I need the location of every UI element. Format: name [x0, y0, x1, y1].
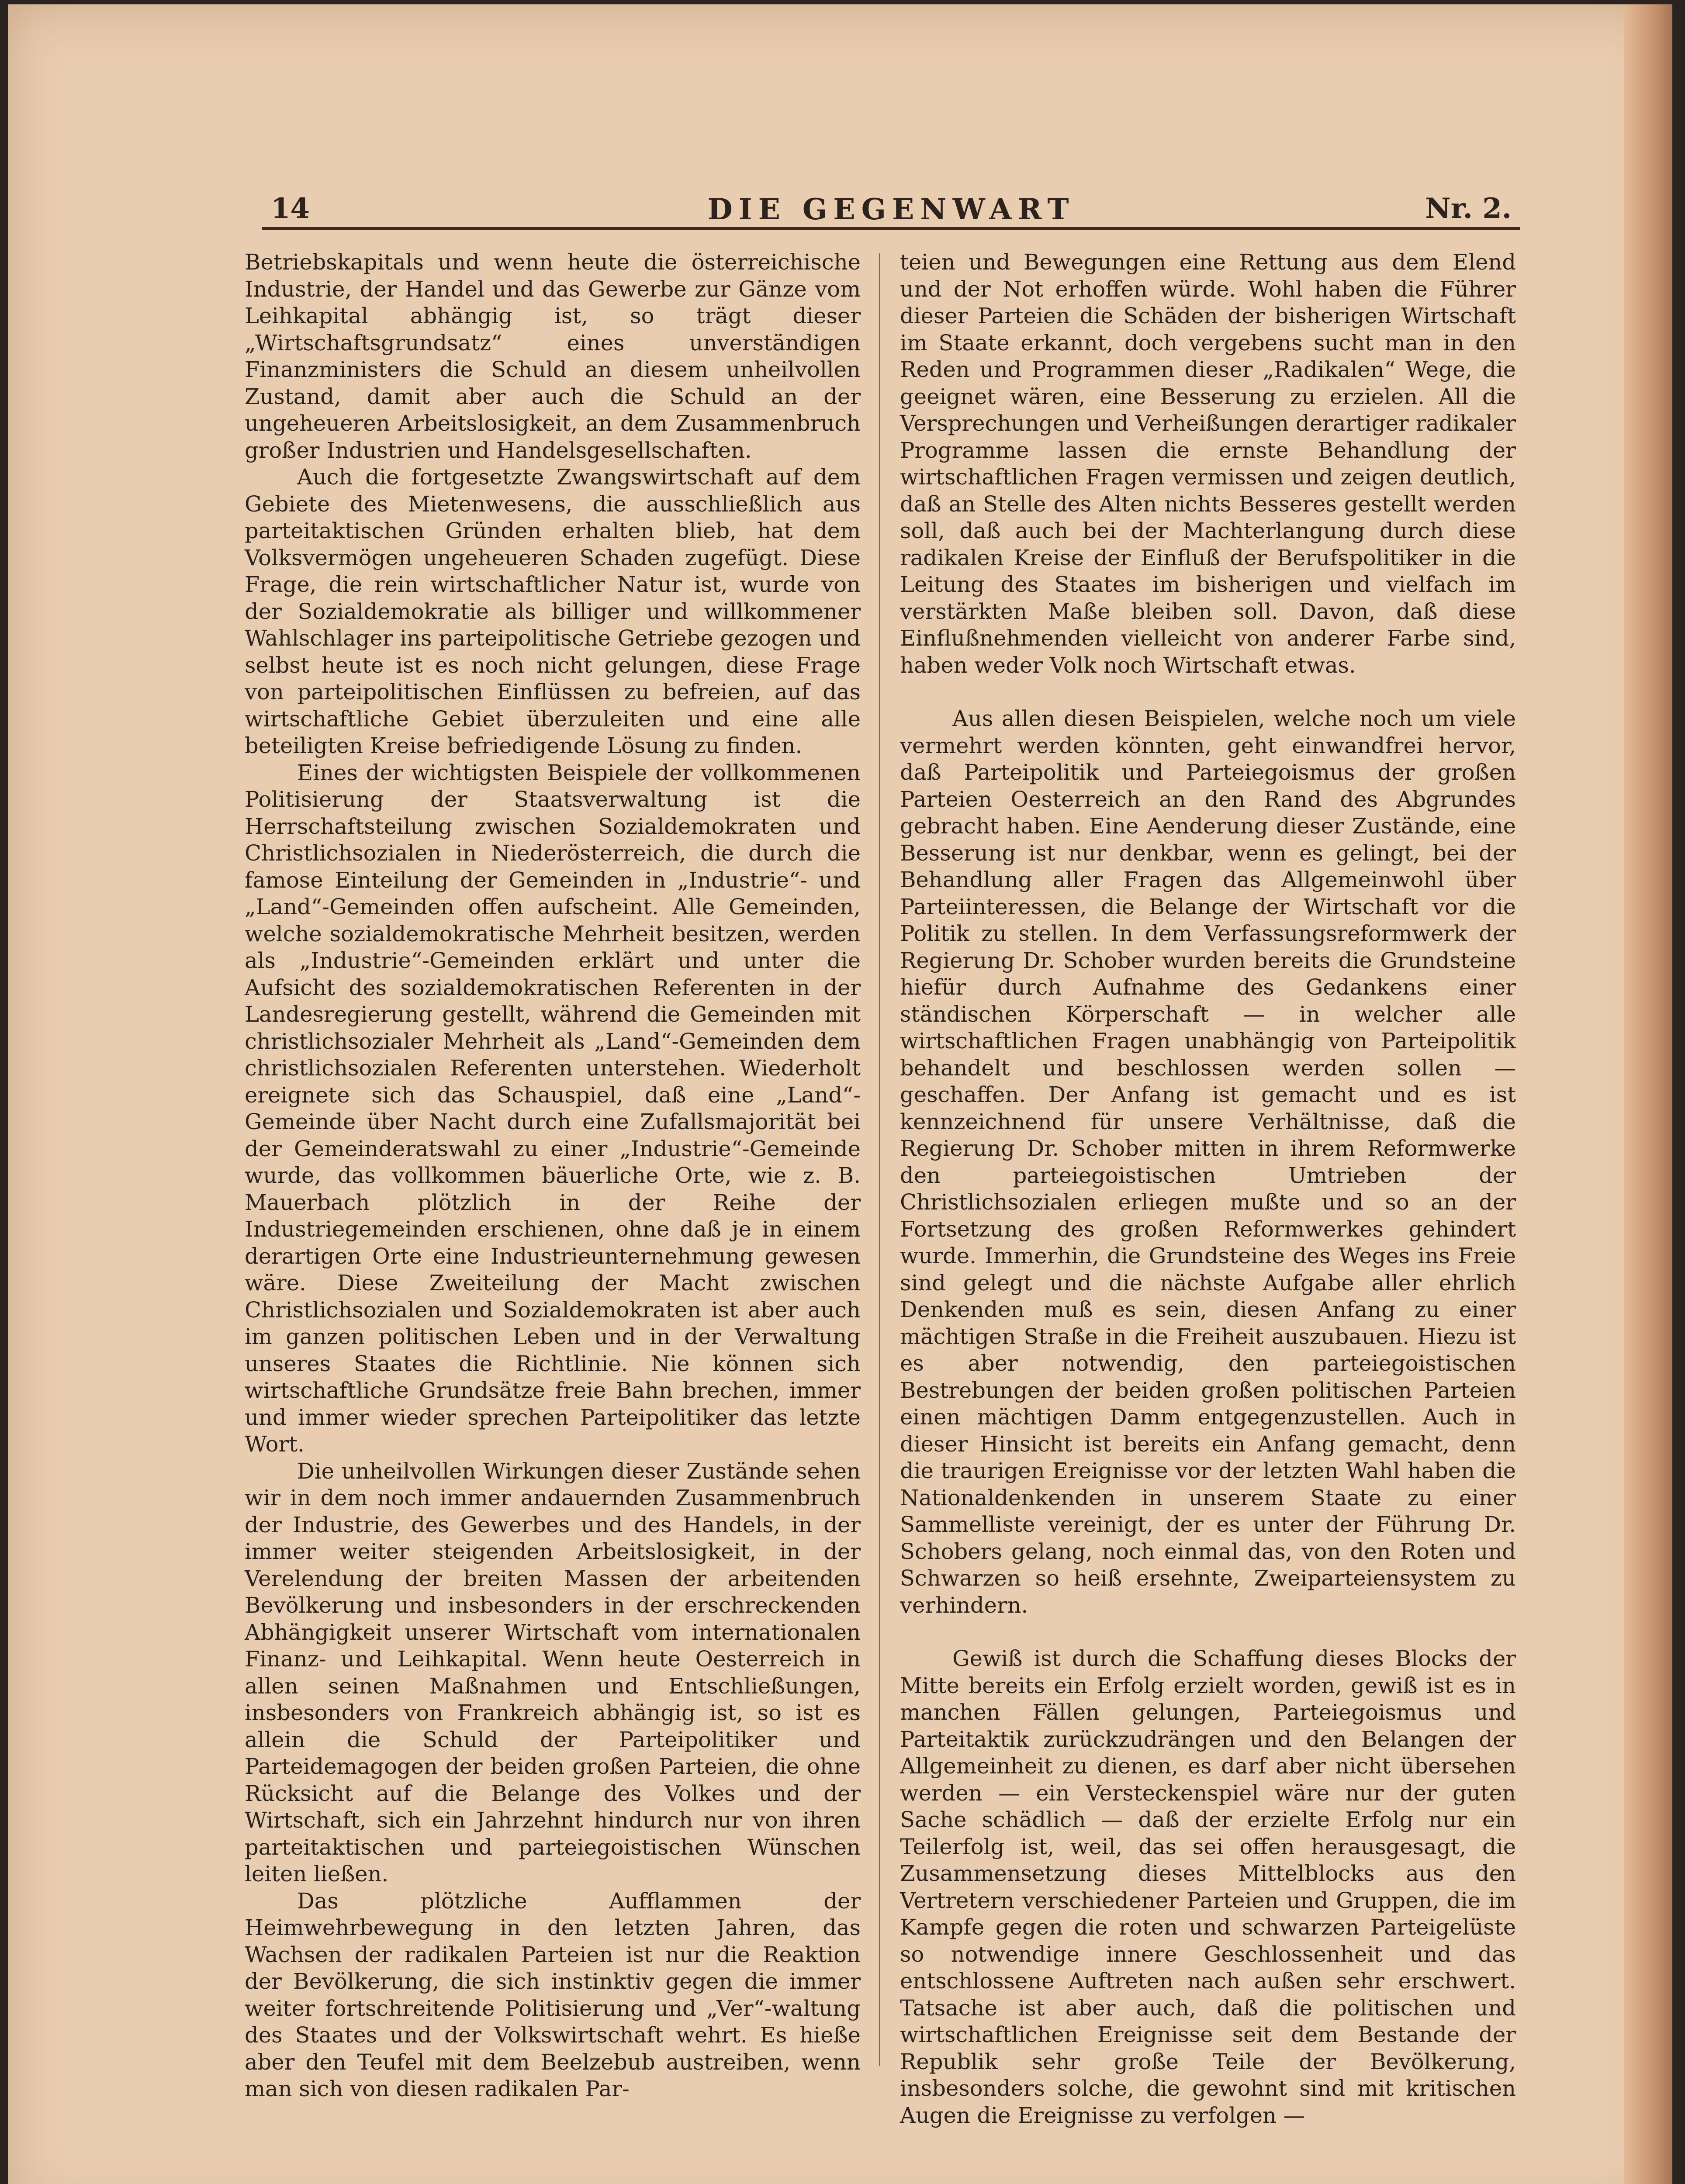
- paragraph: Aus allen diesen Beispielen, welche noch um viele vermehrt werden könnten, geht einwandfrei hervor, daß Parteipolitik und Parteiegoismus der großen Parteien Oesterreich an den Rand des Abgrundes gebracht haben. Eine Aenderung dieser Zustände, eine Besserung ist nur denkbar, wenn es gelingt, bei der Behandlung aller Fragen das Allgemeinwohl über Parteiinteressen, die Belange der Wirtschaft vor die Politik zu stellen. In dem Verfassungsreformwerk der Regierung Dr. Schober wurden bereits die Grundsteine hiefür durch Aufnahme des Gedankens einer ständischen Körperschaft — in welcher alle wirtschaftlichen Fragen unabhängig von Parteipolitik behandelt und beschlossen werden sollen — geschaffen. Der Anfang ist gemacht und es ist kennzeichnend für unsere Verhältnisse, daß die Regierung Dr. Schober mitten in ihrem Reformwerke den parteiegoistischen Umtrieben der Christlichsozialen erliegen mußte und so an der Fortsetzung des großen Reformwerkes gehindert wurde. Immerhin, die Grundsteine des Weges ins Freie sind gelegt und die nächste Aufgabe aller ehrlich Denkenden muß es sein, diesen Anfang zu einer mächtigen Straße in die Freiheit auszubauen. Hiezu ist es aber notwendig, den parteiegoistischen Bestrebungen der beiden großen politischen Parteien einen mächtigen Damm entgegenzustellen. Auch in dieser Hinsicht ist bereits ein Anfang gemacht, denn die traurigen Ereignisse vor der letzten Wahl haben die Nationaldenkenden in unserem Staate zu einer Sammelliste vereinigt, der es unter der Führung Dr. Schobers gelang, noch einmal das, von den Roten und Schwarzen so heiß ersehnte, Zweiparteiensystem zu verhindern.: [900, 706, 1516, 1618]
- paragraph: Das plötzliche Aufflammen der Heimwehrbewegung in den letzten Jahren, das Wachsen der radikalen Parteien ist nur die Reaktion der Bevölkerung, die sich instinktiv gegen die immer weiter fortschreitende Politisierung und „Ver“-waltung des Staates und der Volkswirtschaft wehrt. Es hieße aber den Teufel mit dem Beelzebub austreiben, wenn man sich von diesen radikalen Par-: [245, 1888, 861, 2101]
- page-number: 14: [271, 192, 310, 225]
- right-column: [900, 249, 1516, 2128]
- paragraph: Die unheilvollen Wirkungen dieser Zustände sehen wir in dem noch immer andauernden Zusammenbruch der Industrie, des Gewerbes und des Handels, in der immer weiter steigenden Arbeitslosigkeit, in der Verelendung der breiten Massen der arbeitenden Bevölkerung und insbesonders in der erschreckenden Abhängigkeit unserer Wirtschaft vom internationalen Finanz- und Leihkapital. Wenn heute Oesterreich in allen seinen Maßnahmen und Entschließungen, insbesonders von Frankreich abhängig ist, so ist es allein die Schuld der Parteipolitiker und Parteidemagogen der beiden großen Parteien, die ohne Rücksicht auf die Belange des Volkes und der Wirtschaft, sich ein Jahrzehnt hindurch nur von ihren parteitaktischen und parteiegoistischen Wünschen leiten ließen.: [245, 1458, 861, 1887]
- header-rule: [262, 227, 1520, 230]
- page-header: [262, 192, 1520, 227]
- paragraph: Betriebskapitals und wenn heute die österreichische Industrie, der Handel und das Gewerbe zur Gänze vom Leihkapital abhängig ist, so trägt dieser „Wirtschaftsgrundsatz“ eines unverständigen Finanzministers die Schuld an diesem unheilvollen Zustand, damit aber auch die Schuld an der ungeheueren Arbeitslosigkeit, an dem Zusammenbruch großer Industrien und Handelsgesellschaften.: [245, 249, 861, 463]
- page-edge-shadow: [1624, 4, 1672, 2184]
- paragraph: Gewiß ist durch die Schaffung dieses Blocks der Mitte bereits ein Erfolg erzielt worden, gewiß ist es in manchen Fällen gelungen, Parteiegoismus und Parteitaktik zurückzudrängen und den Belangen der Allgemeinheit zu dienen, es darf aber nicht übersehen werden — ein Versteckenspiel wäre nur der guten Sache schädlich — daß der erzielte Erfolg nur ein Teilerfolg ist, weil, das sei offen herausgesagt, die Zusammensetzung dieses Mittelblocks aus den Vertretern verschiedener Parteien und Gruppen, die im Kampfe gegen die roten und schwarzen Parteigelüste so notwendige innere Geschlossenheit und das entschlossene Auftreten nach außen sehr erschwert. Tatsache ist aber auch, daß die politischen und wirtschaftlichen Ereignisse seit dem Bestande der Republik sehr große Teile der Bevölkerung, insbesonders solche, die gewohnt sind mit kritischen Augen die Ereignisse zu verfolgen —: [900, 1646, 1516, 2128]
- issue-number: Nr. 2.: [1425, 192, 1512, 225]
- paragraph: Auch die fortgesetzte Zwangswirtschaft auf dem Gebiete des Mietenwesens, die ausschließlich aus parteitaktischen Gründen erhalten blieb, hat dem Volksvermögen ungeheueren Schaden zugefügt. Diese Frage, die rein wirtschaftlicher Natur ist, wurde von der Sozialdemokratie als billiger und willkommener Wahlschlager ins parteipolitische Getriebe gezogen und selbst heute ist es noch nicht gelungen, diese Frage von parteipolitischen Einflüssen zu befreien, auf das wirtschaftliche Gebiet überzuleiten und eine alle beteiligten Kreise befriedigende Lösung zu finden.: [245, 464, 861, 758]
- paragraph: teien und Bewegungen eine Rettung aus dem Elend und der Not erhoffen würde. Wohl haben die Führer dieser Parteien die Schäden der bisherigen Wirtschaft im Staate erkannt, doch vergebens sucht man in den Reden und Programmen dieser „Radikalen“ Wege, die geeignet wären, eine Besserung zu erzielen. All die Versprechungen und Verheißungen derartiger radikaler Programme lassen die ernste Behandlung der wirtschaftlichen Fragen vermissen und zeigen deutlich, daß an Stelle des Alten nichts Besseres gestellt werden soll, daß auch bei der Machterlangung durch diese radikalen Kreise der Einfluß der Berufspolitiker in die Leitung des Staates im bisherigen und vielfach im verstärkten Maße bleiben soll. Davon, daß diese Einflußnehmenden vielleicht von anderer Farbe sind, haben weder Volk noch Wirtschaft etwas.: [900, 249, 1516, 678]
- column-divider: [879, 253, 880, 2066]
- paragraph: Eines der wichtigsten Beispiele der vollkommenen Politisierung der Staatsverwaltung ist die Herrschaftsteilung zwischen Sozialdemokraten und Christlichsozialen in Niederösterreich, die durch die famose Einteilung der Gemeinden in „Industrie“- und „Land“-Gemeinden offen aufscheint. Alle Gemeinden, welche sozialdemokratische Mehrheit besitzen, werden als „Industrie“-Gemeinden erklärt und unter die Aufsicht des sozialdemokratischen Referenten in der Landesregierung gestellt, während die Gemeinden mit christlichsozialer Mehrheit als „Land“-Gemeinden dem christlichsozialen Referenten unterstehen. Wiederholt ereignete sich das Schauspiel, daß eine „Land“-Gemeinde über Nacht durch eine Zufallsmajorität bei der Gemeinderatswahl zu einer „Industrie“-Gemeinde wurde, das vollkommen bäuerliche Orte, wie z. B. Mauerbach plötzlich in der Reihe der Industriegemeinden erschienen, ohne daß je in einem derartigen Orte eine Industrieunternehmung gewesen wäre. Diese Zweiteilung der Macht zwischen Christlichsozialen und Sozialdemokraten ist aber auch im ganzen politischen Leben und in der Verwaltung unseres Staates die Richtlinie. Nie können sich wirtschaftliche Grundsätze freie Bahn brechen, immer und immer wieder sprechen Parteipolitiker das letzte Wort.: [245, 760, 861, 1457]
- left-column: [245, 249, 861, 2101]
- publication-title: DIE GEGENWART: [707, 192, 1075, 226]
